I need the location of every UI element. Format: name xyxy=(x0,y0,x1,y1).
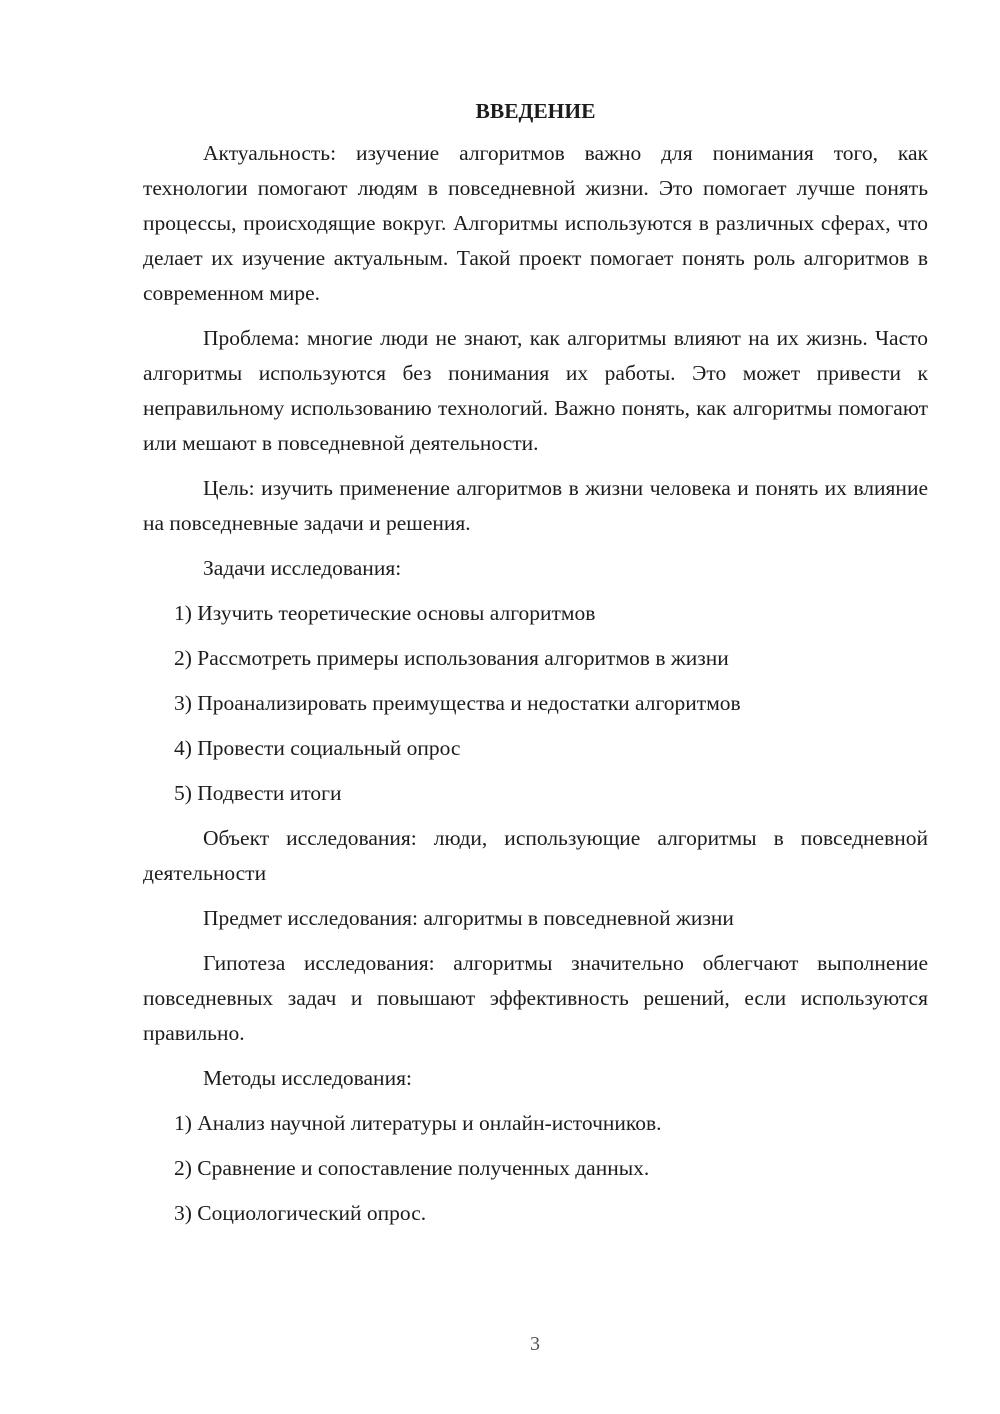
hypothesis-paragraph: Гипотеза исследования: алгоритмы значительно облегчают выполнение повседневных задач и повышают эффективность решений, если используются правильно. xyxy=(143,951,928,1045)
list-item: 2) Сравнение и сопоставление полученных данных. xyxy=(174,1156,650,1180)
list-item: 4) Провести социальный опрос xyxy=(174,736,461,760)
goal-paragraph: Цель: изучить применение алгоритмов в жизни человека и понять их влияние на повседневные задачи и решения. xyxy=(143,476,928,535)
methods-list xyxy=(143,1106,928,1231)
problem-paragraph: Проблема: многие люди не знают, как алгоритмы влияют на их жизнь. Часто алгоритмы используются без понимания их работы. Это может привести к неправильному использованию технологий. Важно понять, как алгоритмы помогают или мешают в повседневной деятельности. xyxy=(143,326,928,455)
list-item: 1) Анализ научной литературы и онлайн-источников. xyxy=(174,1111,662,1135)
document-page xyxy=(143,94,928,1241)
tasks-list xyxy=(143,596,928,811)
list-item: 5) Подвести итоги xyxy=(174,781,342,805)
list-item: 2) Рассмотреть примеры использования алгоритмов в жизни xyxy=(174,646,729,670)
list-item: 1) Изучить теоретические основы алгоритмов xyxy=(174,601,596,625)
methods-heading: Методы исследования: xyxy=(203,1066,412,1090)
page-number: 3 xyxy=(530,1333,540,1355)
relevance-paragraph: Актуальность: изучение алгоритмов важно для понимания того, как технологии помогают людям в повседневной жизни. Это помогает лучше понять процессы, происходящие вокруг. Алгоритмы используются в различных сферах, что делает их изучение актуальным. Такой проект помогает понять роль алгоритмов в современном мире. xyxy=(143,141,928,305)
section-title: ВВЕДЕНИЕ xyxy=(475,99,596,123)
subject-paragraph: Предмет исследования: алгоритмы в повседневной жизни xyxy=(203,906,734,930)
list-item: 3) Проанализировать преимущества и недостатки алгоритмов xyxy=(174,691,741,715)
object-paragraph: Объект исследования: люди, использующие алгоритмы в повседневной деятельности xyxy=(143,826,928,885)
tasks-heading: Задачи исследования: xyxy=(203,556,402,580)
list-item: 3) Социологический опрос. xyxy=(174,1201,427,1225)
